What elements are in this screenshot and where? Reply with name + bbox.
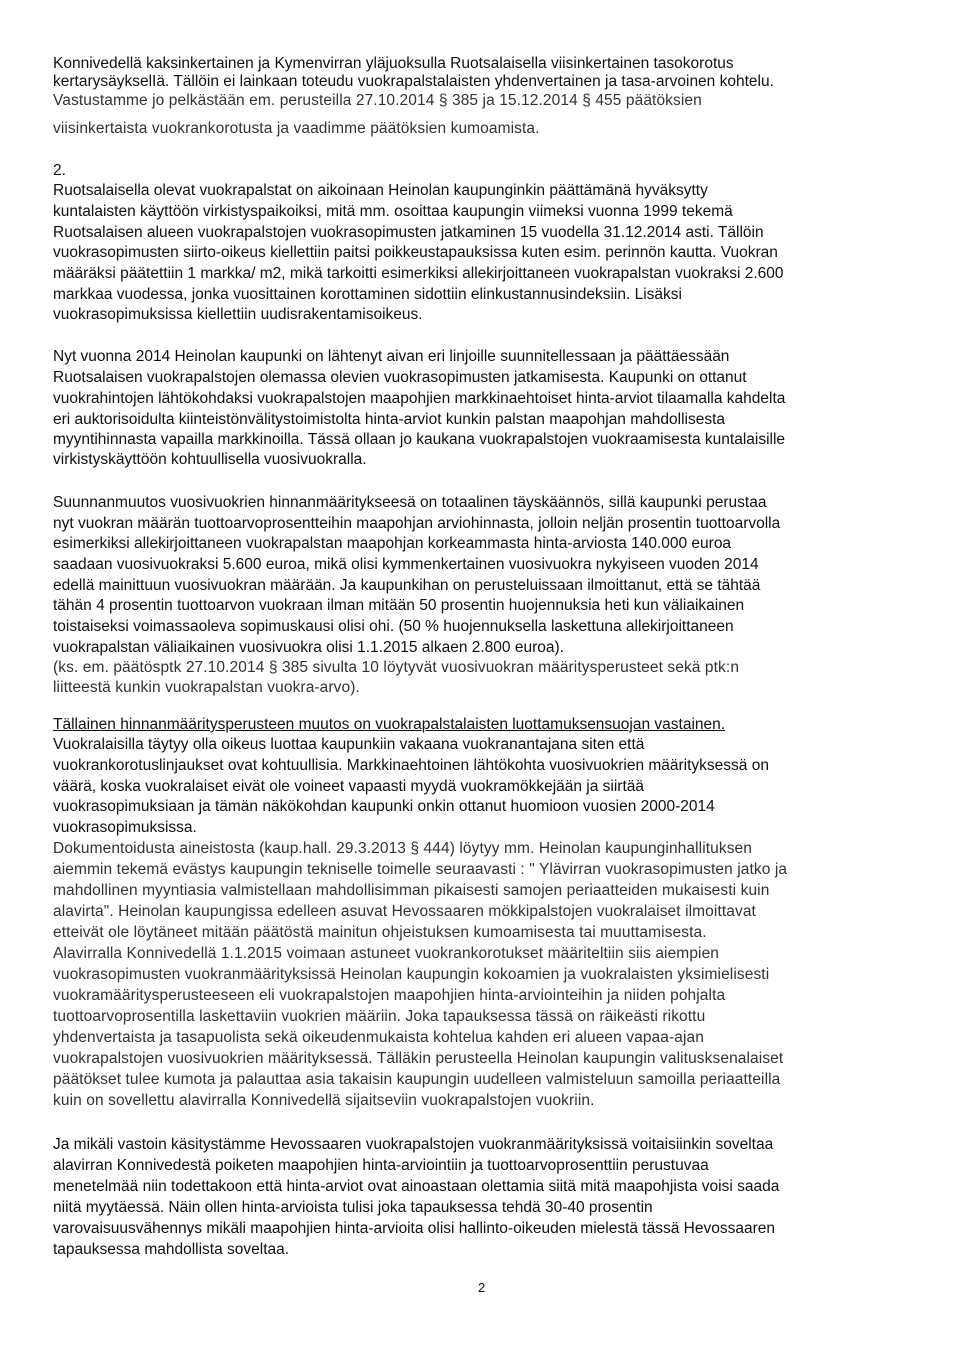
- text-line: Suunnanmuutos vuosivuokrien hinnanmääritykseesä on totaalinen täyskäännös, sillä kaupunki perustaa: [53, 494, 767, 511]
- text-line: Ruotsalaisen alueen vuokrapalstojen vuokrasopimusten jatkaminen 15 vuodella 31.12.2014 asti. Tällöin: [53, 224, 764, 241]
- text-line: virkistyskäyttöön kohtuullisella vuosivuokralla.: [53, 451, 367, 468]
- text-line: toistaiseksi voimassaoleva sopimuskausi olisi ohi. (50 % huojennuksella laskettuna allekirjoittaneen: [53, 618, 734, 635]
- text-line: tuottoarvoprosentilla laskettaviin vuokrien määriin. Joka tapauksessa tässä on räikeästi rikottu: [53, 1008, 706, 1025]
- text-line: aiemmin tekemä evästys kaupungin tekniselle toimelle seuraavasti : " Ylävirran vuokrasopimusten jatko ja: [53, 861, 788, 878]
- text-line: esimerkiksi allekirjoittaneen vuokrapalstan maapohjan korkeammasta hinta-arviosta 140.000 euroa: [53, 535, 732, 552]
- text-line: tapauksessa mahdollista soveltaa.: [53, 1241, 290, 1258]
- text-line: Konnivedellä kaksinkertainen ja Kymenvirran yläjuoksulla Ruotsalaisella viisinkertainen tasokorotus: [53, 55, 734, 72]
- text-line: päätökset tulee kumota ja palauttaa asia takaisin kaupungin uudelleen valmisteluun samoilla periaatteilla: [53, 1071, 781, 1088]
- text-line: niitä myytäessä. Näin ollen hinta-arvioista tulisi joka tapauksessa tehdä 30-40 prosentin: [53, 1199, 653, 1216]
- text-line: vuokrapalstan väliaikainen vuosivuokra olisi 1.1.2015 alkaen 2.800 euroa).: [53, 639, 564, 656]
- text-line: vuokrasopimuksissa kiellettiin uudisrakentamisoikeus.: [53, 306, 423, 323]
- text-line: mahdollinen myyntiasia valmistellaan mahdollisimman pikaisesti samojen periaatteiden mukaisesti kuin: [53, 882, 770, 899]
- text-line: Ruotsalaisen vuokrapalstojen olemassa olevien vuokrasopimusten jatkamisesta. Kaupunki on ottanut: [53, 369, 747, 386]
- text-line: Dokumentoidusta aineistosta (kaup.hall. 29.3.2013 § 444) löytyy mm. Heinolan kaupunginhallituksen: [53, 840, 753, 857]
- text-line: määräksi päätettiin 1 markka/ m2, mikä tarkoitti esimerkiksi allekirjoittaneen vuokrapalstan vuokraksi 2.600: [53, 265, 784, 282]
- text-line: kuin on sovellettu alavirralla Konnivedellä sijaitseviin vuokrapalstojen vuokriin.: [53, 1092, 595, 1109]
- text-line: Ruotsalaisella olevat vuokrapalstat on aikoinaan Heinolan kaupunginkin päättämänä hyväksytty: [53, 182, 708, 199]
- text-line: vuokrapalstojen vuosivuokrien määrityksessä. Tälläkin perusteella Heinolan kaupungin valitusksenalaiset: [53, 1050, 784, 1067]
- text-line: vuokramääritysperusteeseen eli vuokrapalstojen maapohjien hinta-arviointeihin ja niiden pohjalta: [53, 987, 726, 1004]
- text-line: vuokrasopimuksissa.: [53, 819, 197, 836]
- text-line: myyntihinnasta vapailla markkinoilla. Tässä ollaan jo kaukana vuokrapalstojen vuokraamisesta kuntalaisille: [53, 431, 786, 448]
- text-line: vuokrasopimusten siirto-oikeus kiellettiin paitsi poikkeustapauksissa kuten esim. perinnön kautta. Vuokran: [53, 244, 778, 261]
- text-line: kertarysäykselIä. Tällöin ei lainkaan toteudu vuokrapalstalaisten yhdenvertainen ja tasa-arvoinen kohtelu.: [53, 73, 774, 90]
- text-line: eri auktorisoidulta kiinteistönvälitystoimistolta hinta-arviot kunkin palstan maapohjan mahdollisesta: [53, 411, 726, 428]
- section-number: 2.: [53, 162, 66, 179]
- text-line: kuntalaisten käyttöön virkistyspaikoiksi, mitä mm. osoittaa kaupungin viimeksi vuonna 1999 tekemä: [53, 203, 733, 220]
- text-line: liitteestä kunkin vuokrapalstan vuokra-arvo).: [53, 679, 360, 696]
- text-line: vuokrasopimusten vuokranmäärityksissä Heinolan kaupungin kokoamien ja vuokralaisten yksimielisesti: [53, 966, 770, 983]
- text-line: Nyt vuonna 2014 Heinolan kaupunki on lähtenyt aivan eri linjoille suunnitellessaan ja päättäessään: [53, 348, 730, 365]
- text-line: vuokrasopimuksiaan ja tämän näkökohdan kaupunki onkin ottanut huomioon vuosien 2000-2014: [53, 798, 715, 815]
- text-line: Ja mikäli vastoin käsitystämme Hevossaaren vuokrapalstojen vuokranmäärityksissä voitaisiinkin soveltaa: [53, 1136, 774, 1153]
- text-line: (ks. em. päätösptk 27.10.2014 § 385 sivulta 10 löytyvät vuosivuokran määritysperusteet sekä ptk:n: [53, 659, 740, 676]
- text-line: Vastustamme jo pelkästään em. perusteilla 27.10.2014 § 385 ja 15.12.2014 § 455 päätöksien: [53, 92, 702, 109]
- text-line: alavirta". Heinolan kaupungissa edelleen asuvat Hevossaaren mökkipalstojen vuokralaiset ilmoittavat: [53, 903, 756, 920]
- text-line: alavirran Konnivedestä poiketen maapohjien hinta-arviointiin ja tuottoarvoprosenttiin perustuvaa: [53, 1157, 709, 1174]
- text-line: vuokrankorotuslinjaukset ovat kohtuullisia. Markkinaehtoinen lähtökohta vuosivuokrien määrityksessä on: [53, 757, 769, 774]
- text-line: varovaisuusvähennys mikäli maapohjien hinta-arvioita olisi hallinto-oikeuden mielestä tässä Hevossaaren: [53, 1220, 775, 1237]
- text-line: väärä, koska vuokralaiset eivät ole voineet vapaasti myydä vuokramökkejään ja siirtää: [53, 778, 645, 795]
- text-line: Alavirralla Konnivedellä 1.1.2015 voimaan astuneet vuokrankorotukset määriteltiin siis aiempien: [53, 945, 720, 962]
- underlined-heading-line: Tällainen hinnanmääritysperusteen muutos on vuokrapalstalaisten luottamuksensuojan vastainen.: [53, 716, 726, 733]
- text-line: saadaan vuosivuokraksi 5.600 euroa, mikä olisi kymmenkertainen vuosivuokra nykyiseen vuoden 2014: [53, 556, 759, 573]
- text-line: nyt vuokran määrän tuottoarvoprosentteihin maapohjan arviohinnasta, jolloin neljän prosentin tuottoarvolla: [53, 515, 781, 532]
- text-line: markkaa vuodessa, jonka vuosittainen korottaminen sidottiin elinkustannusindeksiin. Lisäksi: [53, 286, 682, 303]
- text-line: edellä mainittuun vuosivuokran määrään. Ja kaupunkihan on perusteluissaan ilmoittanut, että se tähtää: [53, 577, 761, 594]
- text-line: yhdenvertaista ja tasapuolista sekä oikeudenmukaista kohtelua kahden eri alueen vapaa-ajan: [53, 1029, 704, 1046]
- text-line: menetelmää niin todettakoon että hinta-arviot ovat ainoastaan olettamia siitä mitä maapohjista voisi saada: [53, 1178, 780, 1195]
- text-line: tähän 4 prosentin tuottoarvon vuokraan ilman mitään 50 prosentin huojennuksia heti kun väliaikainen: [53, 597, 745, 614]
- text-line: etteivät ole löytäneet mitään päätöstä mainitun ohjeistuksen kumoamisesta tai muuttamisesta.: [53, 924, 707, 941]
- text-line: Vuokralaisilla täytyy olla oikeus luottaa kaupunkiin vakaana vuokranantajana siten että: [53, 736, 645, 753]
- text-line: vuokrahintojen lähtökohdaksi vuokrapalstojen maapohjien markkinaehtoiset hinta-arviot tilaamalla kahdelta: [53, 390, 786, 407]
- page-number: 2: [478, 1280, 486, 1295]
- text-line: viisinkertaista vuokrankorotusta ja vaadimme päätöksien kumoamista.: [53, 120, 540, 137]
